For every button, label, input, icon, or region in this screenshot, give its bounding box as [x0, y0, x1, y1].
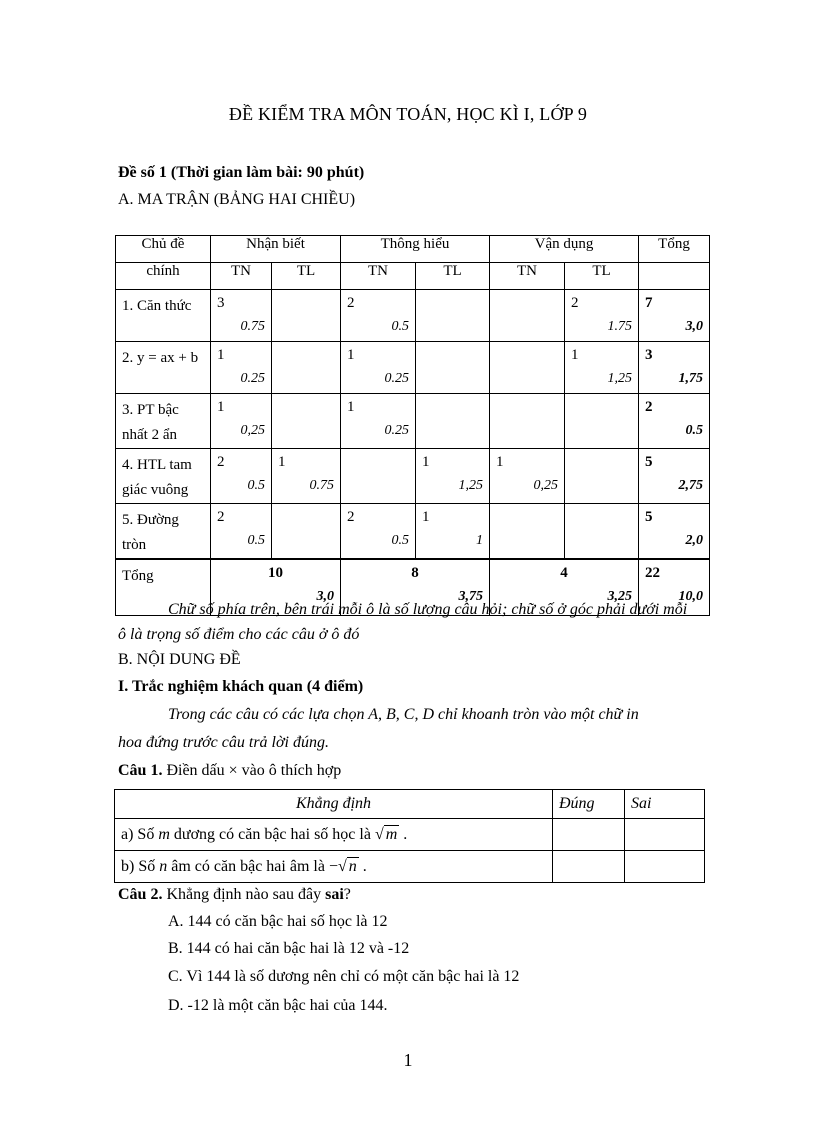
- matrix-cell: [341, 394, 415, 445]
- question-count: 1: [496, 454, 504, 470]
- point-weight: 0.75: [240, 319, 265, 334]
- row-total-count: 3: [645, 347, 653, 363]
- matrix-cell: [490, 394, 564, 445]
- row-total-count: 7: [645, 295, 653, 311]
- row-label: 5. Đường tròn: [116, 504, 211, 560]
- point-weight: 0.5: [391, 533, 410, 548]
- matrix-cell: [272, 504, 340, 555]
- question-2: [118, 886, 351, 904]
- section-a-heading: A. MA TRẬN (BẢNG HAI CHIỀU): [118, 191, 356, 208]
- question-count: 1: [217, 347, 225, 363]
- answer-false-checkbox[interactable]: [625, 819, 705, 851]
- exam-number: Đề số 1 (Thời gian làm bài: 90 phút): [118, 164, 365, 181]
- row-total-points: 2,75: [678, 478, 704, 493]
- statement-text: âm có căn bậc hai âm là: [167, 857, 329, 875]
- instruction-line-2: hoa đứng trước câu trả lời đúng.: [118, 734, 329, 751]
- matrix-row: [116, 504, 710, 560]
- option-d[interactable]: D. -12 là một căn bậc hai của 144.: [168, 997, 388, 1014]
- matrix-cell: [341, 342, 415, 393]
- matrix-cell: [211, 290, 271, 341]
- matrix-cell: [490, 342, 564, 393]
- question-count: 2: [217, 509, 225, 525]
- matrix-cell: [490, 504, 564, 555]
- matrix-cell: [272, 342, 340, 393]
- question-count: 1: [422, 509, 430, 525]
- matrix-cell: [565, 504, 638, 555]
- false-header: Sai: [625, 790, 705, 819]
- question-count: 3: [217, 295, 225, 311]
- point-weight: 0.5: [247, 478, 265, 493]
- header-topic: Chủ đề: [116, 236, 211, 263]
- row-total-cell: [639, 342, 709, 393]
- matrix-cell: [416, 394, 489, 445]
- grand-total-points: 10,0: [678, 589, 704, 604]
- statement-text: a) Số: [121, 825, 159, 843]
- matrix-cell: [565, 290, 638, 341]
- row-total-points: 2,0: [685, 533, 704, 548]
- matrix-row: [116, 290, 710, 342]
- question-count: 1: [422, 454, 430, 470]
- matrix-cell: [272, 394, 340, 445]
- total-row-label: Tổng: [116, 559, 211, 616]
- statement-text: dương có căn bậc hai số học là: [169, 825, 375, 843]
- matrix-cell: [211, 342, 271, 393]
- note-line-2: ô là trọng số điểm cho các câu ở ô đó: [118, 626, 360, 643]
- answer-true-checkbox[interactable]: [553, 851, 625, 883]
- statement-a: [115, 819, 553, 851]
- note-line-1: Chữ số phía trên, bên trái mỗi ô là số lượng câu hỏi; chữ số ở góc phải dưới mỗi: [168, 601, 688, 618]
- radicand: m: [385, 825, 398, 843]
- matrix-row: [116, 342, 710, 394]
- question-1-text: Điền dấu × vào ô thích hợp: [162, 762, 342, 779]
- question-1-label: Câu 1.: [118, 762, 163, 779]
- question-2-text: Khẳng định nào sau đây: [162, 886, 326, 903]
- matrix-cell: [211, 394, 271, 445]
- header-tl: TL: [416, 263, 490, 290]
- matrix-cell: [341, 449, 415, 500]
- statement-b: [115, 851, 553, 883]
- header-tn: TN: [490, 263, 565, 290]
- matrix-row: [116, 449, 710, 504]
- matrix-cell: [211, 504, 271, 555]
- matrix-cell: [272, 290, 340, 341]
- grand-total-count: 22: [645, 565, 661, 581]
- section-b-heading: B. NỘI DUNG ĐỀ: [118, 651, 241, 668]
- sqrt-icon: √ n: [337, 857, 357, 875]
- row-label: 2. y = ax + b: [116, 342, 211, 394]
- point-weight: 0.25: [240, 371, 265, 386]
- header-total: Tổng: [639, 236, 710, 263]
- row-total-count: 5: [645, 454, 653, 470]
- answer-true-checkbox[interactable]: [553, 819, 625, 851]
- answer-false-checkbox[interactable]: [625, 851, 705, 883]
- matrix-cell: [490, 290, 564, 341]
- matrix-cell: [272, 449, 340, 500]
- header-tl: TL: [272, 263, 341, 290]
- matrix-table: [115, 235, 710, 616]
- point-weight: 1: [476, 533, 484, 548]
- variable: m: [158, 825, 170, 843]
- point-weight: 0,25: [533, 478, 559, 493]
- matrix-cell: [490, 449, 564, 500]
- row-total-points: 1,75: [678, 371, 704, 386]
- question-count: 1: [347, 399, 355, 415]
- question-2-emphasis: sai: [325, 886, 344, 903]
- statement-header: Khẳng định: [115, 790, 553, 819]
- question-count: 1: [217, 399, 225, 415]
- matrix-row: [116, 394, 710, 449]
- header-recognize: Nhận biết: [211, 236, 341, 263]
- header-apply: Vận dụng: [490, 236, 639, 263]
- point-weight: 0.25: [384, 371, 410, 386]
- question-count: 1: [278, 454, 286, 470]
- matrix-cell: [341, 504, 415, 555]
- question-2-end: ?: [343, 886, 351, 903]
- statement-end: .: [399, 825, 408, 843]
- point-weight: 1,25: [458, 478, 484, 493]
- row-total-cell: [639, 394, 709, 445]
- part-one-heading: I. Trắc nghiệm khách quan (4 điểm): [118, 678, 364, 695]
- matrix-cell: [565, 394, 638, 445]
- row-total-points: 3,0: [685, 319, 704, 334]
- point-weight: 0.25: [384, 423, 410, 438]
- point-weight: 0.5: [247, 533, 265, 548]
- total-count: 4: [560, 565, 568, 581]
- matrix-cell: [416, 504, 489, 555]
- header-tl: TL: [565, 263, 639, 290]
- true-header: Đúng: [553, 790, 625, 819]
- point-weight: 1,25: [607, 371, 633, 386]
- instruction-line-1: Trong các câu có các lựa chọn A, B, C, D chỉ khoanh tròn vào một chữ in: [168, 706, 639, 723]
- matrix-cell: [416, 342, 489, 393]
- variable: n: [159, 857, 168, 875]
- statement-end: .: [358, 857, 367, 875]
- question-count: 1: [571, 347, 579, 363]
- total-points: 3,25: [607, 589, 633, 604]
- row-total-count: 5: [645, 509, 653, 525]
- radicand: n: [348, 857, 357, 875]
- question-count: 2: [571, 295, 579, 311]
- row-total-count: 2: [645, 399, 653, 415]
- matrix-cell: [416, 290, 489, 341]
- header-tn: TN: [341, 263, 416, 290]
- header-tn: TN: [211, 263, 272, 290]
- minus-sign: −: [328, 857, 338, 875]
- matrix-cell: [416, 449, 489, 500]
- row-total-points: 0.5: [685, 423, 704, 438]
- option-a[interactable]: A. 144 có căn bậc hai số học là 12: [168, 913, 388, 930]
- point-weight: 1.75: [607, 319, 633, 334]
- point-weight: 0,25: [240, 423, 265, 438]
- row-total-cell: [639, 504, 709, 555]
- page-title: ĐỀ KIỂM TRA MÔN TOÁN, HỌC KÌ I, LỚP 9: [228, 104, 588, 124]
- statement-text: b) Số: [121, 857, 160, 875]
- row-total-cell: [639, 290, 709, 341]
- total-count: 8: [411, 565, 419, 581]
- total-points: 3,75: [458, 589, 484, 604]
- question-count: 2: [347, 509, 355, 525]
- row-label: 3. PT bậc nhất 2 ẩn: [116, 394, 211, 449]
- point-weight: 0.5: [391, 319, 410, 334]
- matrix-cell: [565, 449, 638, 500]
- header-understand: Thông hiểu: [341, 236, 490, 263]
- page-number: 1: [403, 1050, 413, 1070]
- question-1: [118, 762, 341, 780]
- option-b[interactable]: B. 144 có hai căn bậc hai là 12 và -12: [168, 940, 410, 957]
- header-topic-line2: chính: [116, 263, 211, 290]
- matrix-cell: [211, 449, 271, 500]
- statement-table: [114, 789, 705, 883]
- row-label: 1. Căn thức: [116, 290, 211, 342]
- question-count: 2: [217, 454, 225, 470]
- sqrt-icon: √ m: [374, 825, 398, 843]
- question-count: 1: [347, 347, 355, 363]
- row-label: 4. HTL tam giác vuông: [116, 449, 211, 504]
- option-c[interactable]: C. Vì 144 là số dương nên chỉ có một căn bậc hai là 12: [168, 968, 520, 985]
- matrix-cell: [565, 342, 638, 393]
- total-count: 10: [268, 565, 283, 581]
- question-count: 2: [347, 295, 355, 311]
- matrix-cell: [341, 290, 415, 341]
- row-total-cell: [639, 449, 709, 500]
- question-2-label: Câu 2.: [118, 886, 163, 903]
- total-points: 3,0: [316, 589, 335, 604]
- point-weight: 0.75: [309, 478, 335, 493]
